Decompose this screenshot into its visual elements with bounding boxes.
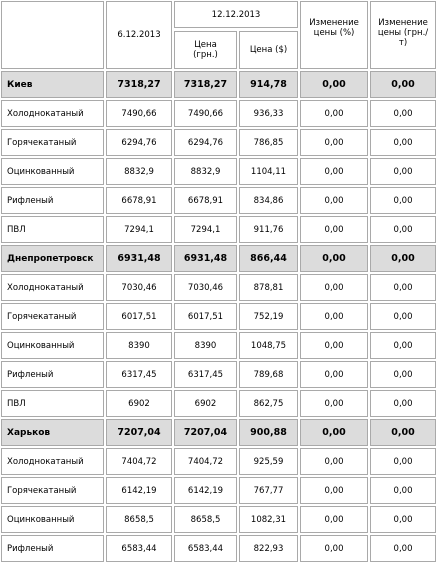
value-cell: [299, 99, 369, 128]
row-label-cell: [0, 99, 105, 128]
cell-value: 900,88: [250, 427, 287, 438]
cell-value: 0,00: [393, 137, 413, 148]
value-cell: [299, 389, 369, 418]
cell-value: 6317,45: [121, 369, 157, 380]
value-cell: [238, 389, 299, 418]
header-price-uah: Цена (грн.): [193, 39, 218, 60]
value-cell: [238, 215, 299, 244]
header-change-pct-cell: [299, 0, 369, 70]
row-label: Рифленый: [7, 369, 54, 380]
row-label: Холоднокатаный: [7, 282, 84, 293]
value-cell: [105, 128, 173, 157]
value-cell: [105, 389, 173, 418]
row-label-cell: [0, 331, 105, 360]
cell-value: 6317,45: [187, 369, 224, 380]
cell-value: 0,00: [324, 543, 344, 554]
value-cell: [238, 70, 299, 99]
cell-value: 0,00: [393, 340, 413, 351]
row-label: Рифленый: [7, 195, 54, 206]
table-row: [0, 505, 437, 534]
cell-value: 0,00: [393, 485, 413, 496]
value-cell: [173, 447, 238, 476]
row-label: Горячекатаный: [7, 311, 77, 322]
value-cell: [299, 70, 369, 99]
city-row: [0, 70, 437, 99]
header-date-curr: 12.12.2013: [211, 9, 261, 20]
cell-value: 7404,72: [121, 456, 157, 467]
value-cell: [173, 70, 238, 99]
value-cell: [105, 244, 173, 273]
table-row: [0, 534, 437, 563]
table-row: [0, 273, 437, 302]
value-cell: [105, 447, 173, 476]
cell-value: 7207,04: [183, 427, 228, 438]
row-label: Днепропетровск: [7, 253, 94, 264]
value-cell: [369, 128, 437, 157]
cell-value: 1048,75: [250, 340, 287, 351]
cell-value: 0,00: [393, 369, 413, 380]
cell-value: 0,00: [393, 108, 413, 119]
cell-value: 0,00: [393, 195, 413, 206]
city-row: [0, 418, 437, 447]
row-label-cell: [0, 534, 105, 563]
cell-value: 0,00: [393, 282, 413, 293]
value-cell: [173, 418, 238, 447]
cell-value: 786,85: [253, 137, 284, 148]
cell-value: 8658,5: [190, 514, 221, 525]
value-cell: [105, 302, 173, 331]
value-cell: [105, 186, 173, 215]
cell-value: 0,00: [324, 514, 344, 525]
value-cell: [299, 215, 369, 244]
value-cell: [299, 476, 369, 505]
value-cell: [238, 186, 299, 215]
cell-value: 789,68: [253, 369, 284, 380]
cell-value: 6931,48: [117, 253, 161, 264]
value-cell: [369, 331, 437, 360]
value-cell: [105, 70, 173, 99]
value-cell: [369, 476, 437, 505]
value-cell: [238, 505, 299, 534]
cell-value: 752,19: [253, 311, 284, 322]
header-date-prev: 6.12.2013: [117, 30, 161, 40]
row-label: ПВЛ: [7, 224, 26, 235]
city-row: [0, 244, 437, 273]
cell-value: 6142,19: [187, 485, 224, 496]
cell-value: 0,00: [393, 166, 413, 177]
cell-value: 0,00: [324, 311, 344, 322]
cell-value: 6294,76: [121, 137, 157, 148]
cell-value: 0,00: [393, 456, 413, 467]
row-label: Рифленый: [7, 543, 54, 554]
value-cell: [299, 157, 369, 186]
value-cell: [238, 534, 299, 563]
value-cell: [369, 534, 437, 563]
value-cell: [369, 360, 437, 389]
cell-value: 8832,9: [124, 166, 154, 177]
value-cell: [369, 99, 437, 128]
value-cell: [173, 360, 238, 389]
value-cell: [369, 186, 437, 215]
table-row: [0, 360, 437, 389]
value-cell: [369, 215, 437, 244]
value-cell: [369, 244, 437, 273]
cell-value: 7207,04: [117, 427, 161, 438]
cell-value: 0,00: [324, 166, 344, 177]
value-cell: [299, 534, 369, 563]
value-cell: [105, 157, 173, 186]
value-cell: [238, 273, 299, 302]
value-cell: [105, 331, 173, 360]
header-date-prev-cell: [105, 0, 173, 70]
value-cell: [299, 128, 369, 157]
value-cell: [369, 389, 437, 418]
cell-value: 0,00: [324, 340, 344, 351]
cell-value: 1082,31: [250, 514, 287, 525]
cell-value: 914,78: [250, 79, 287, 90]
cell-value: 834,86: [253, 195, 284, 206]
cell-value: 7030,46: [121, 282, 157, 293]
cell-value: 8658,5: [124, 514, 154, 525]
value-cell: [299, 186, 369, 215]
value-cell: [173, 331, 238, 360]
row-label-cell: [0, 389, 105, 418]
cell-value: 0,00: [393, 311, 413, 322]
cell-value: 0,00: [324, 485, 344, 496]
value-cell: [105, 418, 173, 447]
table-row: [0, 389, 437, 418]
value-cell: [299, 505, 369, 534]
cell-value: 0,00: [393, 514, 413, 525]
row-label-cell: [0, 128, 105, 157]
cell-value: 936,33: [253, 108, 284, 119]
cell-value: 911,76: [253, 224, 284, 235]
table-row: [0, 186, 437, 215]
row-label-cell: [0, 273, 105, 302]
value-cell: [173, 273, 238, 302]
table-row: [0, 476, 437, 505]
value-cell: [238, 128, 299, 157]
value-cell: [299, 331, 369, 360]
cell-value: 0,00: [322, 79, 346, 90]
value-cell: [105, 505, 173, 534]
value-cell: [369, 273, 437, 302]
cell-value: 0,00: [391, 253, 415, 264]
cell-value: 7318,27: [183, 79, 228, 90]
cell-value: 7318,27: [117, 79, 161, 90]
table-row: [0, 99, 437, 128]
value-cell: [238, 418, 299, 447]
cell-value: 6902: [128, 398, 150, 409]
value-cell: [173, 244, 238, 273]
value-cell: [238, 244, 299, 273]
header-empty-cell: [0, 0, 105, 70]
value-cell: [369, 447, 437, 476]
row-label-cell: [0, 360, 105, 389]
cell-value: 7490,66: [121, 108, 157, 119]
cell-value: 767,77: [253, 485, 284, 496]
row-label-cell: [0, 70, 105, 99]
cell-value: 0,00: [324, 456, 344, 467]
value-cell: [238, 476, 299, 505]
cell-value: 7030,46: [187, 282, 224, 293]
value-cell: [173, 186, 238, 215]
header-change-pct: Изменение цены (%): [309, 18, 359, 38]
value-cell: [238, 157, 299, 186]
value-cell: [173, 215, 238, 244]
header-date-curr-cell: [173, 0, 299, 29]
row-label: Оцинкованный: [7, 514, 75, 525]
row-label-cell: [0, 157, 105, 186]
value-cell: [173, 476, 238, 505]
value-cell: [105, 99, 173, 128]
row-label: Горячекатаный: [7, 137, 77, 148]
cell-value: 6294,76: [187, 137, 224, 148]
cell-value: 0,00: [324, 137, 344, 148]
value-cell: [369, 70, 437, 99]
cell-value: 8390: [194, 340, 217, 351]
header-price-usd-cell: [238, 29, 299, 70]
cell-value: 0,00: [324, 369, 344, 380]
cell-value: 862,75: [253, 398, 284, 409]
row-label: Харьков: [7, 427, 51, 438]
cell-value: 0,00: [324, 108, 344, 119]
value-cell: [105, 215, 173, 244]
cell-value: 0,00: [324, 224, 344, 235]
value-cell: [238, 99, 299, 128]
table-body: [0, 70, 437, 563]
cell-value: 7294,1: [124, 224, 154, 235]
cell-value: 0,00: [322, 253, 346, 264]
value-cell: [238, 331, 299, 360]
header-price-uah-cell: [173, 29, 238, 70]
value-cell: [238, 302, 299, 331]
header-price-usd: Цена ($): [249, 44, 288, 55]
row-label: Киев: [7, 79, 33, 90]
value-cell: [238, 447, 299, 476]
value-cell: [105, 273, 173, 302]
table-row: [0, 128, 437, 157]
value-cell: [299, 244, 369, 273]
row-label-cell: [0, 244, 105, 273]
cell-value: 1104,11: [250, 166, 287, 177]
cell-value: 6142,19: [121, 485, 157, 496]
cell-value: 0,00: [391, 427, 415, 438]
cell-value: 0,00: [324, 398, 344, 409]
cell-value: 0,00: [393, 398, 413, 409]
value-cell: [299, 302, 369, 331]
cell-value: 7490,66: [187, 108, 224, 119]
cell-value: 0,00: [391, 79, 415, 90]
value-cell: [369, 157, 437, 186]
value-cell: [105, 476, 173, 505]
row-label: Оцинкованный: [7, 166, 75, 177]
cell-value: 6017,51: [187, 311, 224, 322]
table-row: [0, 302, 437, 331]
value-cell: [173, 99, 238, 128]
cell-value: 6017,51: [121, 311, 157, 322]
cell-value: 878,81: [253, 282, 284, 293]
cell-value: 0,00: [324, 282, 344, 293]
row-label: Оцинкованный: [7, 340, 75, 351]
cell-value: 822,93: [253, 543, 284, 554]
value-cell: [105, 534, 173, 563]
row-label: Холоднокатаный: [7, 108, 84, 119]
table-row: [0, 331, 437, 360]
cell-value: 7294,1: [190, 224, 221, 235]
value-cell: [299, 418, 369, 447]
cell-value: 0,00: [393, 543, 413, 554]
cell-value: 6583,44: [187, 543, 224, 554]
row-label-cell: [0, 505, 105, 534]
value-cell: [173, 157, 238, 186]
table-row: [0, 157, 437, 186]
value-cell: [299, 273, 369, 302]
value-cell: [173, 128, 238, 157]
cell-value: 7404,72: [187, 456, 224, 467]
cell-value: 6583,44: [121, 543, 157, 554]
cell-value: 866,44: [250, 253, 287, 264]
cell-value: 6678,91: [187, 195, 224, 206]
row-label-cell: [0, 215, 105, 244]
row-label: Холоднокатаный: [7, 456, 84, 467]
row-label-cell: [0, 476, 105, 505]
cell-value: 0,00: [322, 427, 346, 438]
header-change-uah: Изменение цены (грн./т): [377, 18, 429, 48]
row-label-cell: [0, 302, 105, 331]
row-label: ПВЛ: [7, 398, 26, 409]
value-cell: [369, 302, 437, 331]
table-row: [0, 215, 437, 244]
value-cell: [369, 418, 437, 447]
row-label: Горячекатаный: [7, 485, 77, 496]
value-cell: [105, 360, 173, 389]
row-label-cell: [0, 186, 105, 215]
cell-value: 925,59: [253, 456, 284, 467]
value-cell: [173, 534, 238, 563]
cell-value: 8832,9: [190, 166, 221, 177]
cell-value: 8390: [128, 340, 150, 351]
value-cell: [173, 389, 238, 418]
row-label-cell: [0, 447, 105, 476]
value-cell: [238, 360, 299, 389]
value-cell: [369, 505, 437, 534]
row-label-cell: [0, 418, 105, 447]
value-cell: [299, 447, 369, 476]
value-cell: [173, 505, 238, 534]
header-change-uah-cell: [369, 0, 437, 70]
cell-value: 6902: [194, 398, 217, 409]
value-cell: [173, 302, 238, 331]
value-cell: [299, 360, 369, 389]
cell-value: 6931,48: [183, 253, 228, 264]
cell-value: 0,00: [393, 224, 413, 235]
cell-value: 6678,91: [121, 195, 157, 206]
cell-value: 0,00: [324, 195, 344, 206]
table-row: [0, 447, 437, 476]
